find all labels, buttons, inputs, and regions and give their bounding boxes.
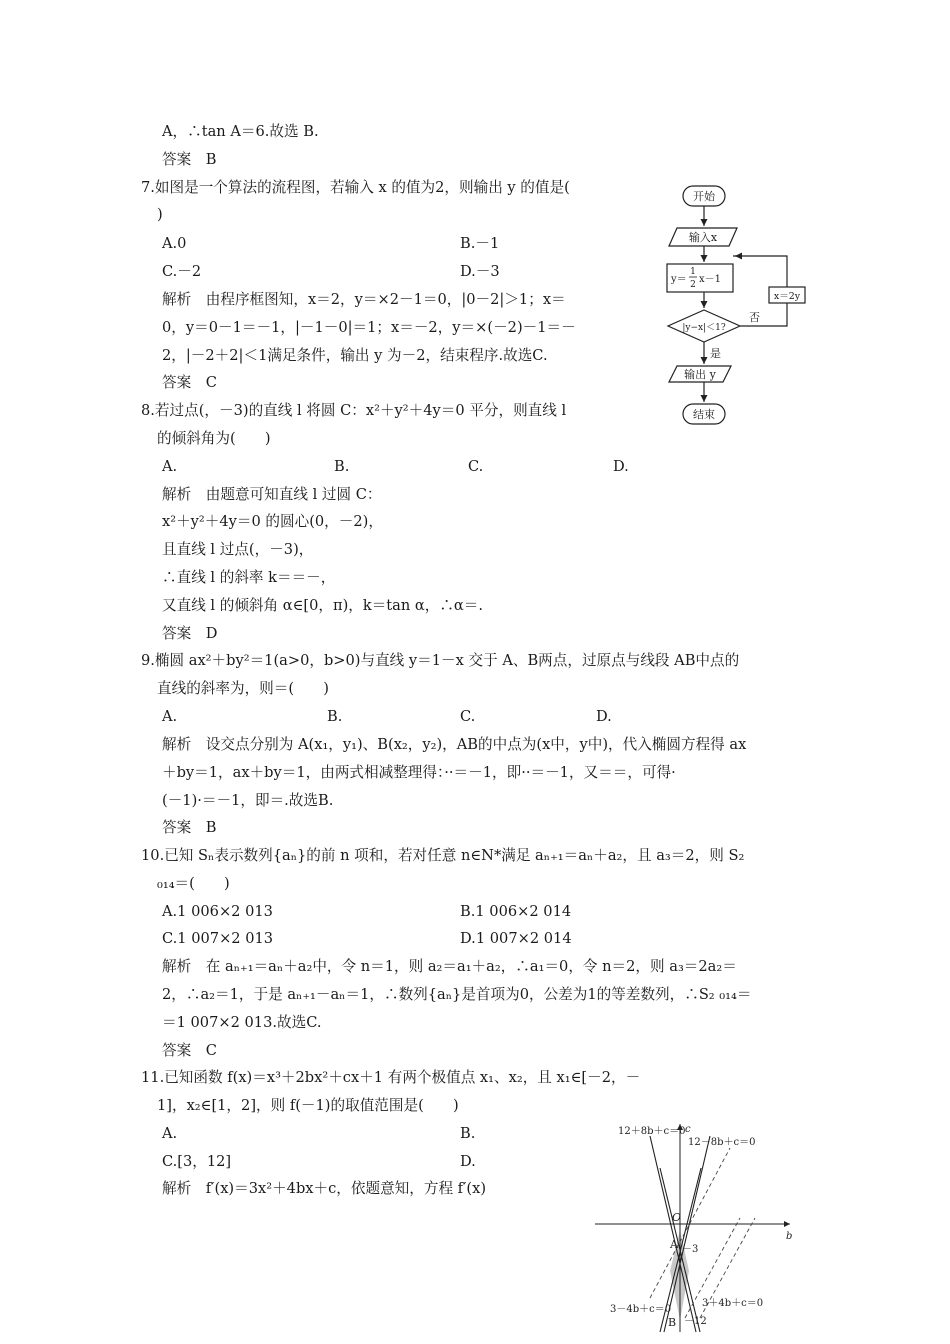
q10-option-c: C.1 007×2 013 — [162, 930, 274, 947]
q8-solution: 又直线 l 的倾斜角 α∈[0，π)，k＝tan α，∴α＝. — [162, 597, 484, 614]
q11-stem: 11.已知函数 f(x)＝x³＋2bx²＋cx＋1 有两个极值点 x₁、x₂，且 x₁∈[－2，－ — [141, 1069, 641, 1086]
q9-option-d: D. — [596, 708, 612, 725]
q11-option-c: C.[3，12] — [162, 1153, 232, 1170]
origin-label: O — [672, 1211, 682, 1224]
q10-option-a: A.1 006×2 013 — [162, 903, 273, 920]
flow-output-label: 输出 y — [684, 368, 716, 381]
q10-solution: 2，∴a₂＝1，于是 aₙ₊₁－aₙ＝1，∴数列{aₙ}是首项为0，公差为1的等差数列，∴S₂ ₀₁₄＝ — [162, 986, 752, 1003]
tick-minus-3: －3 — [682, 1244, 699, 1255]
flowchart — [655, 180, 815, 430]
q10-stem-cont: ₀₁₄＝( ) — [157, 875, 230, 892]
q9-solution: 解析 设交点分别为 A(x₁，y₁)、B(x₂，y₂)，AB的中点为(x中，y中)，代入椭圆方程得 ax — [162, 736, 747, 753]
q8-solution: x²＋y²＋4y＝0 的圆心(0，－2)， — [162, 513, 383, 530]
q8-option-c: C. — [468, 458, 484, 475]
line-label-3: 3－4b＋c＝0 — [610, 1304, 672, 1315]
q9-stem-cont: 直线的斜率为，则＝( ) — [157, 680, 329, 697]
line-label-4: 3＋4b＋c＝0 — [702, 1298, 764, 1309]
flow-frac-num: 1 — [690, 267, 696, 277]
q8-stem-cont: 的倾斜角为( ) — [157, 430, 271, 447]
q7-solution: 解析 由程序框图知，x＝2，y＝×2－1＝0，|0－2|＞1；x＝ — [162, 291, 566, 308]
q7-stem-cont: ) — [157, 206, 163, 223]
q9-option-b: B. — [327, 708, 343, 725]
q9-stem: 9.椭圆 ax²＋by²＝1(a>0，b>0)与直线 y＝1－x 交于 A、B两点，过原点与线段 AB中点的 — [141, 652, 740, 669]
q9-option-a: A. — [162, 708, 178, 725]
answer-line: 答案 B — [162, 151, 217, 168]
q7-option-a: A.0 — [162, 235, 187, 252]
q11-solution: 解析 f′(x)＝3x²＋4bx＋c，依题意知，方程 f′(x) — [162, 1180, 487, 1197]
flow-no-label: 否 — [749, 311, 760, 324]
q8-stem: 8.若过点(，－3)的直线 l 将圆 C：x²＋y²＋4y＝0 平分，则直线 l — [141, 402, 567, 419]
q7-option-d: D.－3 — [460, 263, 500, 280]
q7-option-c: C.－2 — [162, 263, 202, 280]
q7-answer: 答案 C — [162, 374, 217, 391]
q11-option-b: B. — [460, 1125, 476, 1142]
q8-solution: ∴直线 l 的斜率 k＝＝－， — [162, 569, 336, 586]
flow-yes-label: 是 — [710, 347, 721, 360]
region-graph — [590, 1118, 805, 1334]
point-a-label: A — [670, 1238, 678, 1251]
q9-answer: 答案 B — [162, 819, 217, 836]
q11-option-a: A. — [162, 1125, 178, 1142]
flow-end-label: 结束 — [693, 408, 715, 421]
q7-option-b: B.－1 — [460, 235, 500, 252]
q10-option-d: D.1 007×2 014 — [460, 930, 572, 947]
flow-input-label: 输入x — [688, 231, 718, 244]
point-b-label: B — [668, 1316, 677, 1329]
c-axis-label: c — [685, 1124, 691, 1135]
q7-solution: 0，y＝0－1＝－1，|－1－0|＝1；x＝－2，y＝×(－2)－1＝－ — [162, 319, 576, 336]
flow-frac-den: 2 — [690, 280, 696, 290]
q10-solution: 解析 在 aₙ₊₁＝aₙ＋a₂中，令 n＝1，则 a₂＝a₁＋a₂，∴a₁＝0，令 n＝2，则 a₃＝2a₂＝ — [162, 958, 737, 975]
line-label-1: 12＋8b＋c＝0 — [618, 1126, 686, 1137]
q11-option-d: D. — [460, 1153, 476, 1170]
q10-stem: 10.已知 Sₙ表示数列{aₙ}的前 n 项和，若对任意 n∈N*满足 aₙ₊₁＝aₙ＋a₂，且 a₃＝2，则 S₂ — [141, 847, 745, 864]
q8-option-b: B. — [334, 458, 350, 475]
q8-option-d: D. — [613, 458, 629, 475]
tick-minus-12: －12 — [684, 1316, 707, 1327]
q11-stem-cont: 1]，x₂∈[1，2]，则 f(－1)的取值范围是( ) — [157, 1097, 459, 1114]
b-axis-label: b — [786, 1231, 793, 1242]
q10-solution: ＝1 007×2 013.故选C. — [162, 1014, 322, 1031]
flow-assign-rhs: x－1 — [699, 274, 722, 285]
q7-stem: 7.如图是一个算法的流程图，若输入 x 的值为2，则输出 y 的值是( — [141, 179, 570, 196]
flow-condition-label: |y−x|＜1? — [682, 323, 726, 333]
q8-solution: 且直线 l 过点(，－3)， — [162, 541, 314, 558]
q7-solution: 2，|－2＋2|＜1满足条件，输出 y 为－2，结束程序.故选C. — [162, 347, 548, 364]
flow-update-label: x＝2y — [773, 291, 801, 302]
q10-answer: 答案 C — [162, 1042, 217, 1059]
q8-solution: 解析 由题意可知直线 l 过圆 C： — [162, 486, 382, 503]
q9-solution: (－1)·＝－1，即＝.故选B. — [162, 792, 334, 809]
flow-start-label: 开始 — [693, 190, 715, 203]
q9-option-c: C. — [460, 708, 476, 725]
flow-assign-lhs: y＝ — [671, 274, 687, 285]
q9-solution: ＋by＝1，ax＋by＝1，由两式相减整理得：··＝－1，即··＝－1，又＝＝，可得· — [162, 764, 676, 781]
q8-answer: 答案 D — [162, 625, 218, 642]
text-line: A，∴tan A＝6.故选 B. — [162, 123, 319, 140]
q10-option-b: B.1 006×2 014 — [460, 903, 572, 920]
line-label-2: 12－8b＋c＝0 — [688, 1137, 756, 1148]
q8-option-a: A. — [162, 458, 178, 475]
